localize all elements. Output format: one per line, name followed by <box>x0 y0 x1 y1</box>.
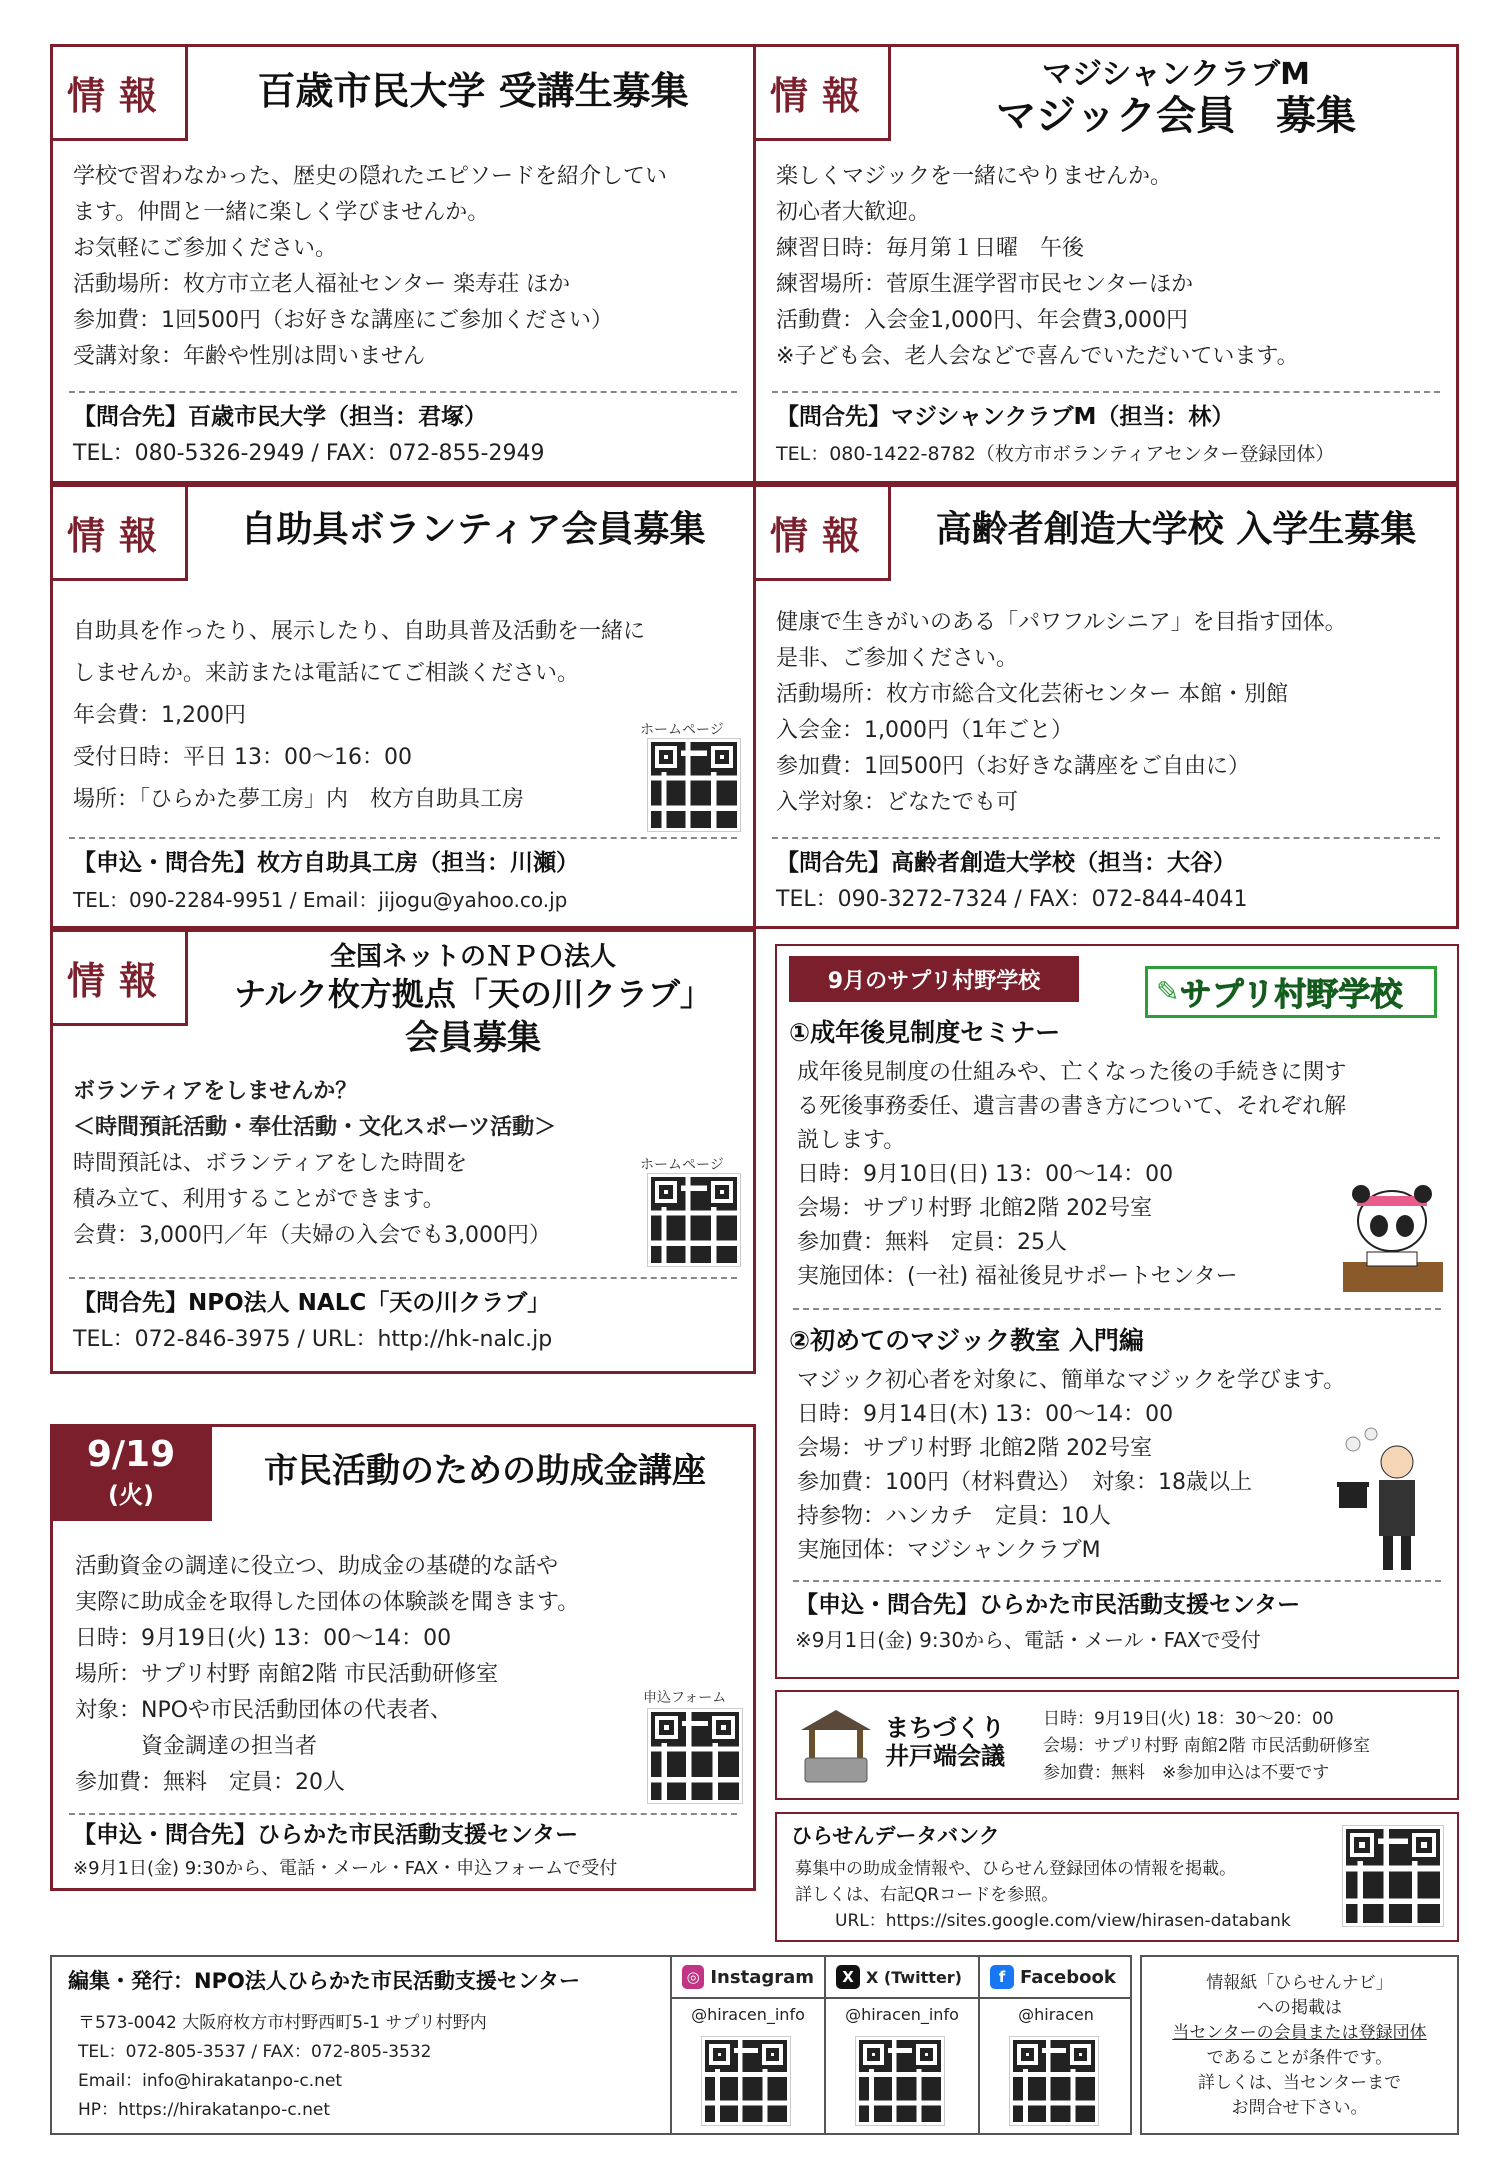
box-title: ナルク枚方拠点「天の川クラブ」 <box>234 975 712 1013</box>
box-subtitle: 全国ネットのＮＰＯ法人 <box>329 942 616 972</box>
box-title: 市民活動のための助成金講座 <box>264 1451 706 1491</box>
contact-info: 【申込・問合先】枚方自助具工房（担当：川瀬） TEL：090-2284-9951 / Email：jijogu@yahoo.co.jp <box>73 850 579 912</box>
divider <box>69 837 737 839</box>
notice-text: 情報紙「ひらせんナビ」 への掲載は 当センターの会員または登録団体 であることが条件です。 詳しくは、当センターまで お問合せ下さい。 <box>1172 1973 1427 2118</box>
logo-icon: ✎ <box>1156 975 1180 1008</box>
divider <box>772 391 1440 393</box>
panda-writing-illustration <box>1337 1166 1447 1296</box>
sns-instagram[interactable]: ◎ Instagram @hiracen_info <box>670 1957 824 2133</box>
box-title-sub: 会員募集 <box>405 1018 541 1058</box>
box-title: 高齢者創造大学校 入学生募集 <box>935 509 1417 550</box>
info-tag: 情報 <box>50 929 188 1026</box>
x-icon: X <box>836 1965 860 1989</box>
qr-label: ホームページ <box>640 722 724 738</box>
divider <box>69 1813 737 1815</box>
info-box-grant-seminar <box>50 1424 756 1891</box>
well-icon <box>791 1706 881 1786</box>
contact-info: 【問合先】マジシャンクラブM（担当：林） TEL：080-1422-8782（枚方市ボランティアセンター登録団体） <box>776 404 1335 465</box>
info-box-jijogu <box>50 484 756 929</box>
contact-info: 【申込・問合先】ひらかた市民活動支援センター ※9月1日(金) 9:30から、電話・メール・FAXで受付 <box>795 1592 1301 1652</box>
divider <box>69 1277 737 1279</box>
box-body: 自助具を作ったり、展示したり、自助具普及活動を一緒に しませんか。来訪または電話にてご相談ください。 年会費：1,200円 受付日時：平日 13：00〜16：00 場所：「ひらかた夢工房」内 枚方自助具工房 <box>73 619 646 812</box>
info-tag: 情報 <box>753 44 891 141</box>
divider <box>793 1308 1441 1310</box>
date-tag: 9/19 (火) <box>50 1424 212 1521</box>
divider <box>772 837 1440 839</box>
info-box-databank <box>775 1812 1459 1942</box>
box-body: 学校で習わなかった、歴史の隠れたエピソードを紹介してい ます。仲間と一緒に楽しく学びませんか。 お気軽にご参加ください。 活動場所：枚方市立老人福祉センター 楽寿荘 ほか 参加費：1回500円（お好きな講座にご参加ください） 受講対象：年齢や性別は問いません <box>73 164 668 369</box>
seminar2-body: マジック初心者を対象に、簡単なマジックを学びます。 日時：9月14日(木) 13：00〜14：00 会場：サプリ村野 北館2階 202号室 参加費：100円（材料費込） 対象：18歳以上 持参物：ハンカチ 定員：10人 実施団体：マジシャンクラブM <box>797 1368 1346 1563</box>
databank-body: 募集中の助成金情報や、ひらせん登録団体の情報を掲載。 詳しくは、右記QRコードを参照。 URL：https://sites.google.com/view/hirasen-databank <box>795 1859 1291 1931</box>
info-box-magic-club <box>753 44 1459 484</box>
footer-publisher <box>50 1955 1132 2135</box>
box-body: 健康で生きがいのある「パワフルシニア」を目指す団体。 是非、ご参加ください。 活動場所：枚方市総合文化芸術センター 本館・別館 入会金：1,000円（1年ごと） 参加費：1回500円（お好きな講座をご自由に） 入学対象：どなたでも可 <box>776 610 1347 815</box>
idobata-title: まちづくり 井戸端会議 <box>885 1714 1005 1771</box>
box-title: 自助具ボランティア会員募集 <box>240 509 706 550</box>
school-month-label: 9月のサプリ村野学校 <box>789 956 1079 1002</box>
info-tag: 情報 <box>50 484 188 581</box>
instagram-qr-code[interactable] <box>702 2037 790 2125</box>
box-body: 楽しくマジックを一緒にやりませんか。 初心者大歓迎。 練習日時：毎月第１日曜 午後 練習場所：菅原生涯学習市民センターほか 活動費：入会金1,000円、年会費3,000円 ※子ども会、老人会などで喜んでいただいています。 <box>776 164 1299 369</box>
divider <box>793 1580 1441 1582</box>
publisher-title: 編集・発行：NPO法人ひらかた市民活動支援センター <box>68 1969 580 1993</box>
box-body: 活動資金の調達に役立つ、助成金の基礎的な話や 実際に助成金を取得した団体の体験談を聞きます。 日時：9月19日(火) 13：00〜14：00 場所：サプリ村野 南館2階 市民活動研修室 対象：NPOや市民活動団体の代表者、 資金調達の担当者 参加費：無料 定員：20人 <box>75 1554 580 1795</box>
info-box-sapuri-school <box>775 944 1459 1679</box>
info-box-nalc <box>50 929 756 1374</box>
magician-illustration <box>1337 1424 1447 1574</box>
publisher-address: 〒573-0042 大阪府枚方市村野西町5-1 サプリ村野内 TEL：072-805-3537 / FAX：072-805-3532 Email：info@hirakatanpo-c.net HP：https://hirakatanpo-c.net <box>78 2013 487 2120</box>
info-box-koreisha <box>753 484 1459 929</box>
facebook-icon: f <box>990 1965 1014 1989</box>
divider <box>69 391 737 393</box>
idobata-body: 日時：9月19日(火) 18：30〜20：00 会場：サプリ村野 南館2階 市民活動研修室 参加費：無料 ※参加申込は不要です <box>1043 1709 1370 1783</box>
box-subtitle: マジシャンクラブM <box>1042 57 1310 92</box>
databank-qr-code[interactable] <box>1343 1826 1443 1926</box>
footer-notice <box>1140 1955 1459 2135</box>
box-title: 百歳市民大学 受講生募集 <box>257 69 689 113</box>
seminar1-body: 成年後見制度の仕組みや、亡くなった後の手続きに関す る死後事務委任、遺言書の書き方について、それぞれ解 説します。 日時：9月10日(日) 13：00〜14：00 会場：サプリ村野 北館2階 202号室 参加費：無料 定員：25人 実施団体：(一社) 福祉後見サポートセンター <box>797 1060 1347 1289</box>
facebook-qr-code[interactable] <box>1010 2037 1098 2125</box>
homepage-qr-code[interactable] <box>648 1174 740 1266</box>
contact-info: 【問合先】高齢者創造大学校（担当：大谷） TEL：090-3272-7324 / FAX：072-844-4041 <box>776 850 1248 912</box>
box-body: ボランティアをしませんか？ ＜時間預託活動・奉仕活動・文化スポーツ活動＞ 時間預託は、ボランティアをした時間を 積み立て、利用することができます。 会費：3,000円／年（夫婦の入会でも3,000円） <box>73 1079 557 1248</box>
contact-info: 【問合先】百歳市民大学（担当：君塚） TEL：080-5326-2949 / FAX：072-855-2949 <box>73 404 545 466</box>
contact-info: 【申込・問合先】ひらかた市民活動支援センター ※9月1日(金) 9:30から、電話・メール・FAX・申込フォームで受付 <box>73 1822 618 1879</box>
sns-x[interactable]: X X (Twitter) @hiracen_info <box>824 1957 978 2133</box>
box-title: マジック会員 募集 <box>996 93 1356 139</box>
sns-facebook[interactable]: f Facebook @hiracen <box>978 1957 1132 2133</box>
info-box-idobata <box>775 1690 1459 1800</box>
qr-label: ホームページ <box>640 1157 724 1173</box>
databank-title: ひらせんデータバンク <box>791 1824 1000 1848</box>
qr-label: 申込フォーム <box>643 1690 727 1706</box>
info-tag: 情報 <box>50 44 188 141</box>
application-form-qr-code[interactable] <box>648 1709 742 1803</box>
instagram-icon: ◎ <box>682 1965 704 1989</box>
info-tag: 情報 <box>753 484 891 581</box>
contact-info: 【問合先】NPO法人 NALC「天の川クラブ」 TEL：072-846-3975 / URL：http://hk-nalc.jp <box>73 1290 553 1352</box>
seminar1-title: ①成年後見制度セミナー <box>789 1018 1061 1047</box>
seminar2-title: ②初めてのマジック教室 入門編 <box>789 1326 1144 1355</box>
sapuri-school-logo: ✎ サプリ村野学校 <box>1145 966 1437 1018</box>
info-box-hyakusai <box>50 44 756 484</box>
x-qr-code[interactable] <box>856 2037 944 2125</box>
homepage-qr-code[interactable] <box>648 739 740 831</box>
